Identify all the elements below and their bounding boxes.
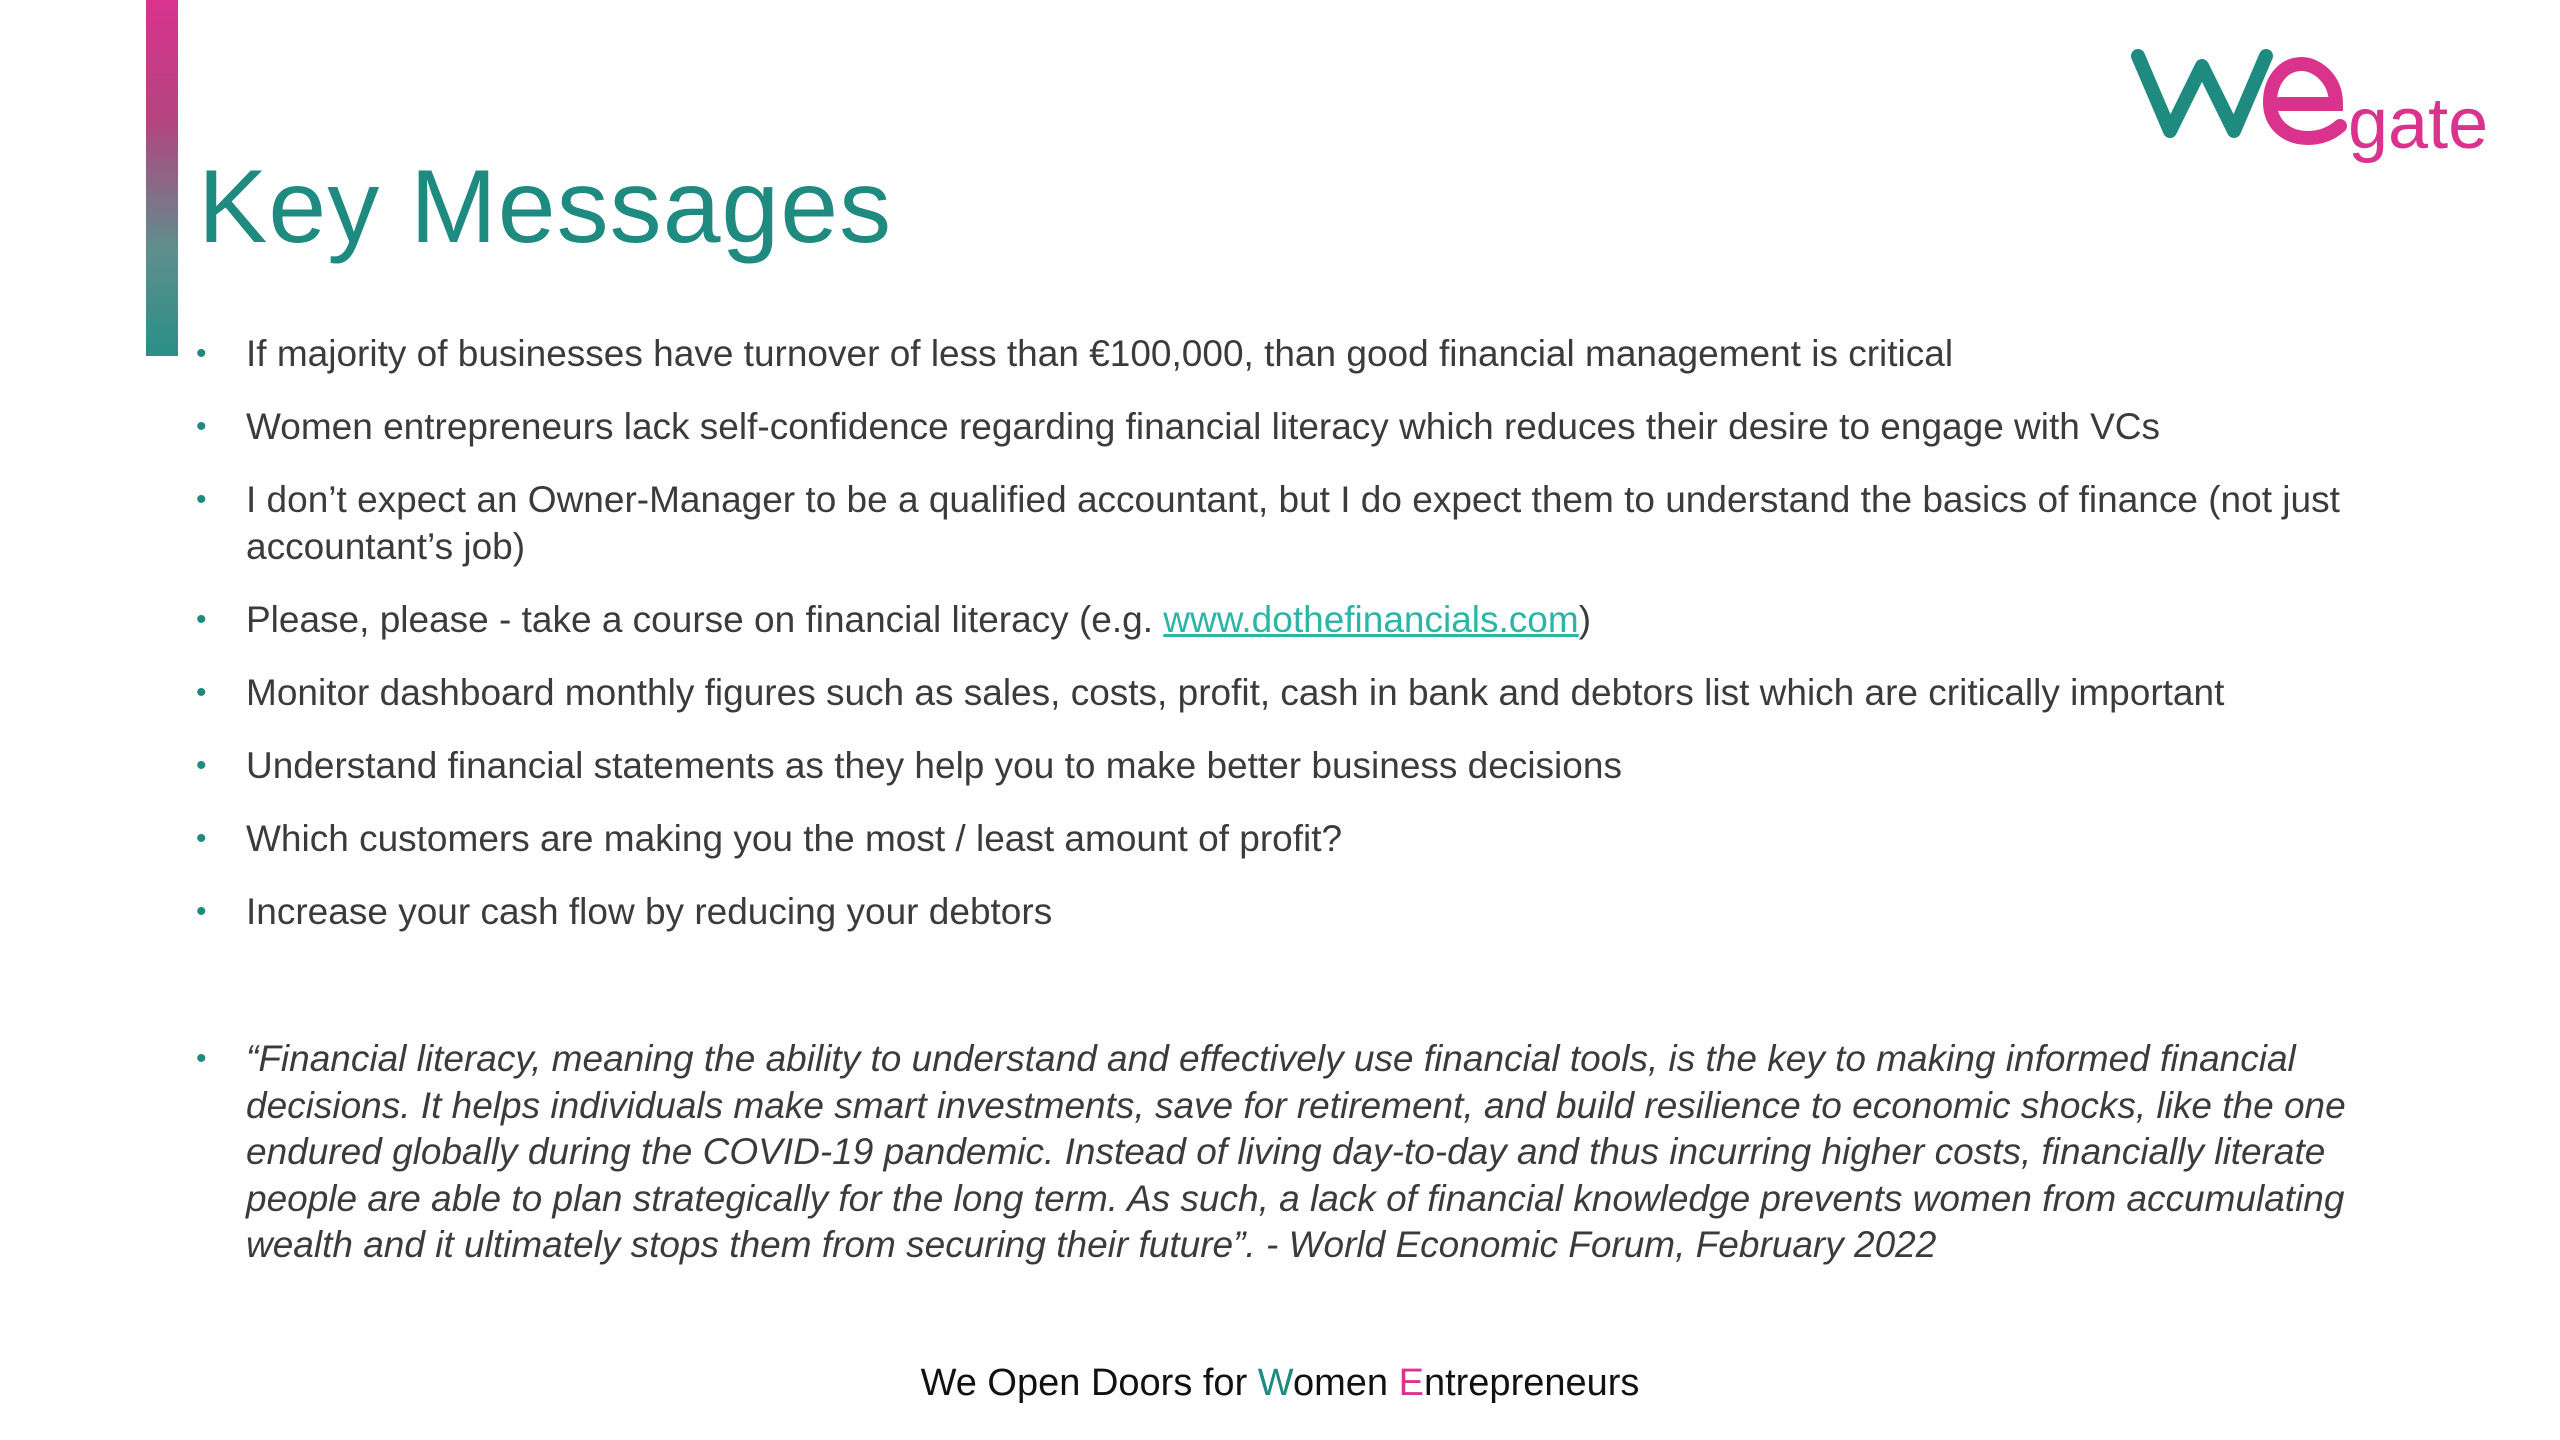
wegate-logo (2130, 36, 2530, 166)
bullet-item: • I don’t expect an Owner-Manager to be a qualified accountant, but I do expect them to understand the basics of finance (not just accountant’s job) (196, 479, 2340, 567)
slide-title: Key Messages (198, 149, 893, 265)
quote-list (190, 1036, 2420, 1269)
accent-bar (146, 0, 178, 356)
bullet-item: • Understand financial statements as they help you to make better business decisions (196, 745, 1622, 786)
bullet-item: • If majority of businesses have turnover of less than €100,000, than good financial management is critical (196, 333, 1954, 374)
dothefinancials-link[interactable]: www.dothefinancials.com (1163, 599, 1579, 640)
bullet-item: • Which customers are making you the most / least amount of profit? (196, 818, 1343, 859)
bullet-item: • Please, please - take a course on financial literacy (e.g. www.dothefinancials.com) (196, 599, 1592, 640)
bullet-list (190, 330, 2390, 961)
svg-text:gate: gate (2348, 84, 2489, 164)
footer-tagline: We Open Doors for Women Entrepreneurs (920, 1362, 1640, 1404)
quote-item: • “Financial literacy, meaning the ability to understand and effectively use financial tools, is the key to making informed financial decisions. It helps individuals make smart investments, save for retirement, and build resilience to economic shocks, like the one endured globally during the COVID-19 pandemic. Instead of living day-to-day and thus incurring higher costs, financially literate people are able to plan strategically for the long term. As such, a lack of financial knowledge prevents women from accumulating wealth and it ultimately stops them from securing their future”. - World Economic Forum, February 2022 (196, 1038, 2346, 1265)
bullet-item: • Increase your cash flow by reducing your debtors (196, 891, 1053, 932)
bullet-item: • Monitor dashboard monthly figures such as sales, costs, profit, cash in bank and debtors list which are critically important (196, 672, 2225, 713)
bullet-item: • Women entrepreneurs lack self-confidence regarding financial literacy which reduces their desire to engage with VCs (196, 406, 2161, 447)
